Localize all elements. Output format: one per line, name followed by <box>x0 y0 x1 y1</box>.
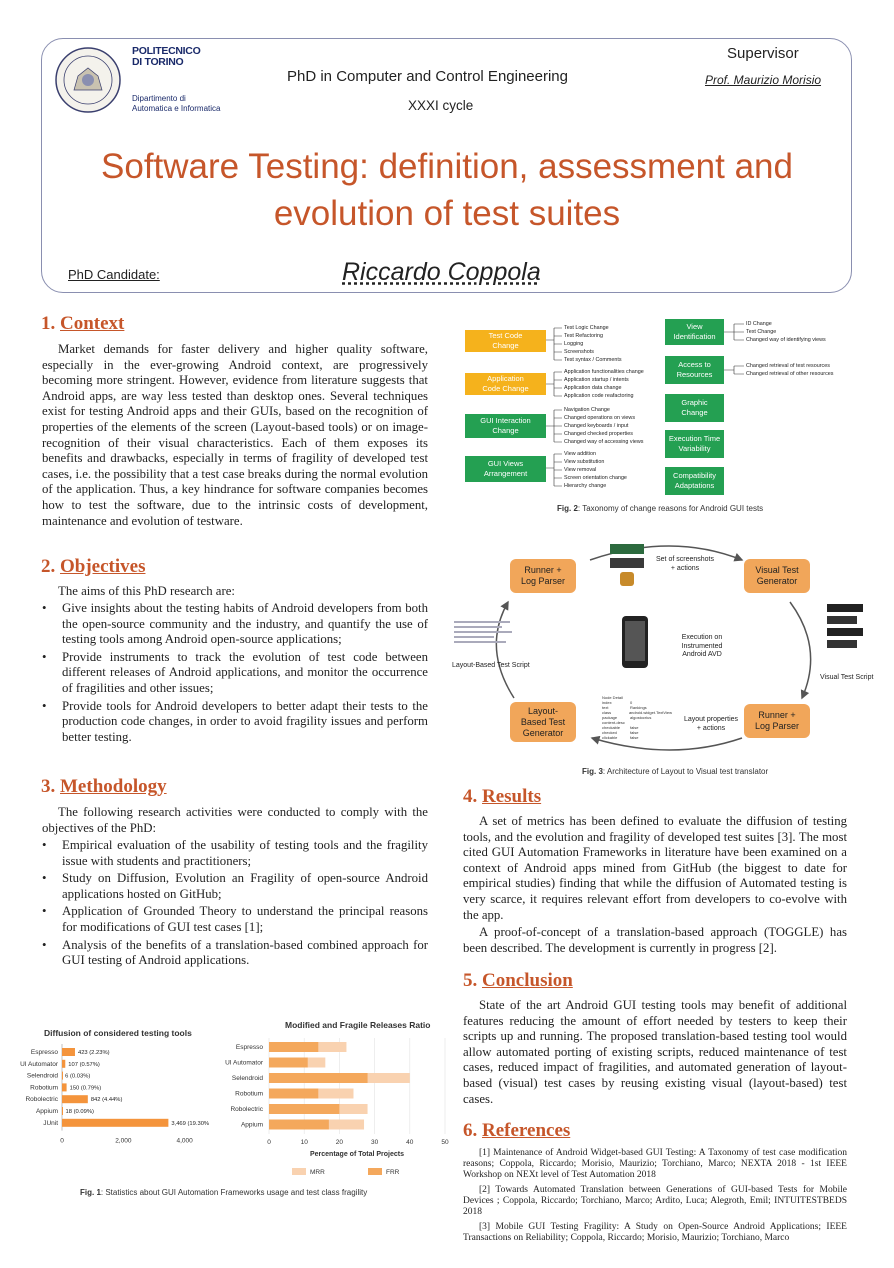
supervisor-label: Supervisor <box>727 45 799 62</box>
conclusion-number: 5. <box>463 970 478 991</box>
bar <box>62 1083 67 1091</box>
layout-properties-table: Node Detail index 0 text Rankings class android.widget.TextView package algostocrius content-desc checkable false checked false clickable false <box>602 695 672 740</box>
tick-label: 40 <box>406 1139 414 1146</box>
x-axis-label: Percentage of Total Projects <box>309 1151 405 1158</box>
cycle-label: XXXI cycle <box>408 98 474 113</box>
layout-based-test-generator: Layout- Based Test Generator <box>510 702 576 742</box>
list-item: • Study on Diffusion, Evolution an Fragility of open-source Android applications hosted on GitHub; <box>38 871 428 902</box>
results-title: Results <box>482 786 542 807</box>
context-heading <box>41 313 124 335</box>
list-item: • Provide tools for Android developers to better adapt their tests to the production code changes, in order to avoid fragility issues and perform better testing. <box>38 699 428 746</box>
list-item: • Analysis of the benefits of a translation-based combined approach for GUI testing of Android applications. <box>38 938 428 969</box>
institution-name: POLITECNICO DI TORINO <box>132 45 201 68</box>
bar <box>62 1107 63 1115</box>
bar <box>62 1119 168 1127</box>
gear-icon <box>620 572 634 586</box>
fig2-item: Screen orientation change <box>564 475 627 481</box>
data-label: 107 (0.57%) <box>68 1061 100 1068</box>
diffusion-chart <box>0 1040 220 1152</box>
screenshot-thumbnail <box>610 558 644 568</box>
fig2-item: View removal <box>564 467 597 473</box>
data-label: 842 (4.44%) <box>90 1097 123 1104</box>
methodology-list <box>38 838 428 971</box>
bar-frr <box>269 1042 318 1052</box>
objectives-number: 2. <box>41 556 56 577</box>
fig2-item: Test syntax / Comments <box>564 357 622 363</box>
tick-label: 20 <box>335 1139 344 1146</box>
fig3-architecture <box>452 538 882 760</box>
fig2-item: Navigation Change <box>564 407 610 413</box>
list-item: • Application of Grounded Theory to understand the principal reasons for modifications of GUI test cases [1]; <box>38 904 428 935</box>
fig2-item: ID Change <box>746 321 772 327</box>
category-test-code-change: Test Code Change <box>465 330 546 352</box>
supervisor-name: Prof. Maurizio Morisio <box>705 73 822 87</box>
tick-label: 0 <box>60 1137 64 1145</box>
results-paragraph-1: A set of metrics has been defined to evaluate the diffusion of testing tools, and the evolution and fragility of developed test suites [3]. The most cited GUI Automation Frameworks in literature have been examined on a context of Android apps mined from GitHub (the biggest to date for empirical studies) finding that while the diffusion of Automated testing is very scarce, it requires relevant effort from developers to co-evolve with the app. <box>463 814 847 922</box>
phone-icon <box>622 616 648 668</box>
legend-swatch <box>292 1168 306 1175</box>
fig2-item: Test Logic Change <box>564 325 609 331</box>
bar-frr <box>269 1089 318 1099</box>
conclusion-heading <box>463 970 573 992</box>
category-compatibility-adaptations: Compatibility Adaptations <box>665 467 724 495</box>
category-label: Robolectric <box>25 1096 58 1104</box>
fig2-item: Application startup / intents <box>564 377 629 383</box>
results-heading <box>463 786 541 808</box>
fig2-item: Application data change <box>564 385 622 391</box>
bar-frr <box>269 1058 308 1068</box>
layout-script-thumbnail <box>454 618 514 654</box>
fig2-caption-label: Fig. 2 <box>557 504 578 513</box>
legend-label: FRR <box>386 1169 400 1176</box>
category-label: Selendroid <box>26 1072 58 1080</box>
fig2-item: Changed way of identifying views <box>746 337 826 343</box>
tick-label: 10 <box>300 1139 308 1146</box>
layout-script-label: Layout-Based Test Script <box>452 662 530 669</box>
methodology-number: 3. <box>41 776 56 797</box>
methodology-heading <box>41 776 167 798</box>
data-label: 18 (0.09%) <box>65 1109 94 1115</box>
category-label: Appium <box>35 1108 58 1115</box>
context-title: Context <box>60 313 125 334</box>
fig1-caption <box>80 1188 367 1197</box>
list-item: • Provide instruments to track the evolution of test code between different releases of Android applications, and monitor the occurrence of fragilities and other issues; <box>38 650 428 697</box>
fig2-taxonomy <box>462 312 864 502</box>
data-label: 423 (2.23%) <box>77 1050 110 1056</box>
references-title: References <box>482 1120 571 1141</box>
conclusion-text: State of the art Android GUI testing tools may benefit of additional features reducing the amount of effort needed by testers to keep their scripts up and running. The proposed translation-based testing tool would allow automated porting of existing scripts, reduced maintenance of test cases, reduced impact of fragilities, and automated generation of layout-based (visual) test cases by reusing existing visual (layout-based) test cases. <box>463 998 847 1106</box>
fig2-item: Screenshots <box>564 349 594 355</box>
runner-log-parser-top: Runner + Log Parser <box>510 559 576 593</box>
candidate-name: Riccardo Coppola <box>342 258 541 286</box>
results-number: 4. <box>463 786 478 807</box>
objectives-title: Objectives <box>60 556 146 577</box>
fig2-item: Application functionalities change <box>564 369 644 375</box>
category-gui-views-arrangement: GUI Views Arrangement <box>465 456 546 482</box>
conclusion-title: Conclusion <box>482 970 573 991</box>
fig2-item: Changed retrieval of other resources <box>746 371 834 377</box>
bar-frr <box>269 1120 329 1130</box>
data-label: 3,469 (19.30% <box>171 1120 210 1127</box>
category-label: UI Automator <box>20 1060 58 1068</box>
fig2-item: Application code reafactoring <box>564 393 634 399</box>
fig2-item: View substitution <box>564 459 605 465</box>
fig2-item: Changed checked properties <box>564 431 633 437</box>
poster-title: Software Testing: definition, assessment and evolution of test suites <box>101 147 793 233</box>
visual-script-label: Visual Test Script <box>820 674 874 681</box>
tick-label: 50 <box>441 1139 449 1146</box>
layout-props-label: Layout properties + actions <box>683 716 739 732</box>
tick-label: 0 <box>267 1139 271 1146</box>
candidate-label: PhD Candidate: <box>68 267 160 282</box>
visual-script-thumbnail <box>827 600 867 674</box>
fig2-item: Changed keyboards / input <box>564 423 629 429</box>
reference-1: [1] Maintenance of Android Widget-based GUI Testing: A Taxonomy of test case modification reasons; Coppola, Riccardo; Morisio, Maurizio; Torchiano, Marco; NEXTA 2018 - 1st IEEE Workshop on NEXt level of Test Automation 2018 <box>463 1148 847 1180</box>
fig1-caption-label: Fig. 1 <box>80 1188 101 1197</box>
legend-swatch <box>368 1168 382 1175</box>
methodology-title: Methodology <box>60 776 167 797</box>
fig1-caption-text: : Statistics about GUI Automation Frameworks usage and test class fragility <box>100 1188 368 1197</box>
fig3-caption <box>582 767 768 776</box>
fig3-caption-text: : Architecture of Layout to Visual test translator <box>602 767 769 776</box>
category-gui-interaction-change: GUI Interaction Change <box>465 414 546 438</box>
bar <box>62 1072 63 1080</box>
screenshot-thumbnail <box>610 544 644 554</box>
results-paragraph-2: A proof-of-concept of a translation-based approach (TOGGLE) has been described. The development is currently in progress [2]. <box>463 925 847 955</box>
list-item: • Give insights about the testing habits of Android developers from both the open-source community and the industry, and quantify the use of testing tools among Android open-source applications; <box>38 601 428 648</box>
bar <box>62 1048 75 1056</box>
fig2-caption <box>557 504 763 513</box>
chart1-title: Diffusion of considered testing tools <box>44 1028 192 1038</box>
screenshots-label: Set of screenshots + actions <box>656 556 714 572</box>
category-execution-time-variability: Execution Time Variability <box>665 430 724 458</box>
tick-label: 2,000 <box>115 1137 132 1145</box>
fig2-item: Test Refactoring <box>564 333 603 339</box>
runner-log-parser-bottom: Runner + Log Parser <box>744 704 810 738</box>
category-view-identification: View Identification <box>665 319 724 345</box>
tick-label: 30 <box>370 1139 379 1146</box>
fig2-caption-text: : Taxonomy of change reasons for Android GUI tests <box>577 504 764 513</box>
visual-test-generator: Visual Test Generator <box>744 559 810 593</box>
bar <box>62 1095 88 1103</box>
fig2-item: Changed operations on views <box>564 415 636 421</box>
context-text: Market demands for faster delivery and higher quality software, especially in the ever-growing Android context, are progressively becoming more stringent. However, evidence from literature suggests that Android apps, are way less tested than desktop ones. Several techniques exist for testing Android apps and their GUIs, based on the recognition of properties of the elements of the screen (Layout-based tools) or on image-recognition of their visual characteristics. Each of them exposes its benefits and drawbacks, especially in terms of fragility of developed test cases, i.e. the possibility that a test case breaks during the normal evolution of the application. Thus, a key hindrance for software companies becomes how to test the software, due to the intrinsic costs of development, maintenance and evolution of testware. <box>42 342 428 528</box>
objectives-intro: The aims of this PhD research are: <box>58 584 235 598</box>
references-number: 6. <box>463 1120 478 1141</box>
data-label: 6 (0.03%) <box>65 1073 91 1080</box>
legend-label: MRR <box>310 1169 325 1176</box>
fig2-item: View addition <box>564 451 596 457</box>
fig2-item: Text Change <box>746 329 777 335</box>
polito-seal-logo <box>54 46 122 114</box>
category-graphic-change: Graphic Change <box>665 394 724 422</box>
category-label: Robotium <box>30 1084 58 1092</box>
reference-3: [3] Mobile GUI Testing Fragility: A Study on Open-Source Android Applications; IEEE Transactions on Reliability; Coppola, Riccardo; Morisio, Maurizio; Torchiano, Marco <box>463 1222 847 1243</box>
category-label: Appium <box>240 1121 263 1129</box>
department-name: Dipartimento di Automatica e Informatica <box>132 94 221 113</box>
tick-label: 4,000 <box>176 1137 193 1145</box>
fig2-item: Hierarchy change <box>564 483 607 489</box>
category-application-code-change: Application Code Change <box>465 373 546 395</box>
category-label: UI Automator <box>225 1059 263 1067</box>
program-name: PhD in Computer and Control Engineering <box>287 68 568 85</box>
bar-frr <box>269 1073 368 1083</box>
fig2-item: Changed retrieval of test resources <box>746 363 830 369</box>
chart2-title: Modified and Fragile Releases Ratio <box>285 1020 431 1030</box>
objectives-heading <box>41 556 145 578</box>
category-label: Selendroid <box>231 1075 263 1082</box>
fig3-caption-label: Fig. 3 <box>582 767 603 776</box>
category-label: JUnit <box>43 1119 58 1127</box>
list-item: • Empirical evaluation of the usability of testing tools and the fragility issue with students and practitioners; <box>38 838 428 869</box>
fig2-item: Logging <box>564 341 584 347</box>
bar <box>62 1060 65 1068</box>
category-access-to-resources: Access to Resources <box>665 356 724 384</box>
fragility-chart <box>212 1033 454 1183</box>
references-heading <box>463 1120 570 1142</box>
data-label: 150 (0.79%) <box>69 1085 102 1092</box>
fig2-item: Changed way of accessing views <box>564 439 644 445</box>
execution-label: Execution on Instrumented Android AVD <box>681 634 723 658</box>
category-label: Robolectric <box>230 1106 263 1113</box>
category-label: Robotium <box>235 1090 263 1098</box>
category-label: Espresso <box>235 1044 263 1051</box>
context-number: 1. <box>41 313 56 334</box>
methodology-intro: The following research activities were conducted to comply with the objectives of the PhD: <box>42 805 428 835</box>
category-label: Espresso <box>30 1049 58 1056</box>
bar-frr <box>269 1104 339 1114</box>
objectives-list <box>38 601 428 747</box>
reference-2: [2] Towards Automated Translation between Generations of GUI-based Tests for Mobile Devices ; Coppola, Riccardo; Torchiano, Marco; Ardito, Luca; Alegroth, Emil; INTUITESTBEDS 2018 <box>463 1185 847 1217</box>
